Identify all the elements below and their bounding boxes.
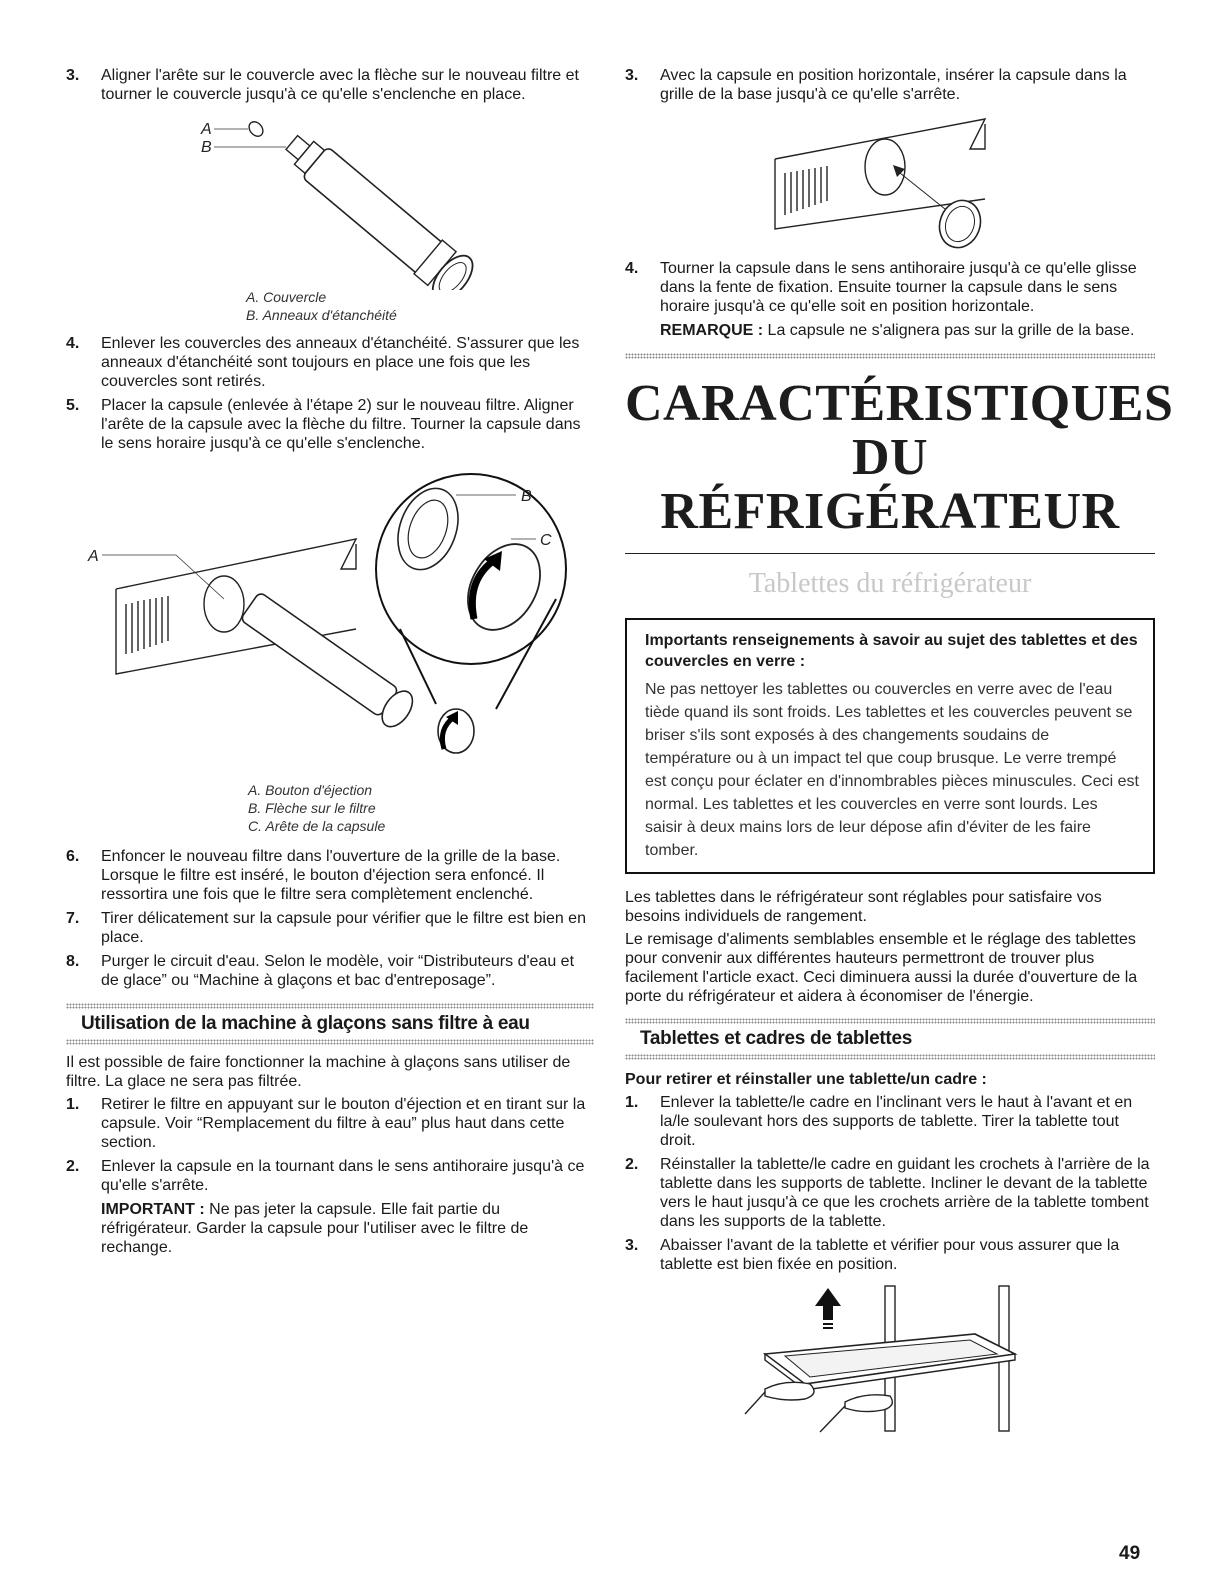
- ghost-section-title: Tablettes du réfrigérateur: [748, 568, 1032, 599]
- page-title-line-1: CARACTÉRISTIQUES DU: [625, 375, 1174, 486]
- caption-arete: C. Arête de la capsule: [248, 818, 386, 834]
- step-5: 5. Placer la capsule (enlevée à l'étape 2) sur le nouveau filtre. Aligner l'arête de la capsule avec la flèche du filtre. Tourner la capsule dans le sens horaire jusqu'à ce qu'elle s'enclenche.: [66, 397, 581, 452]
- shelf-step-2: 2. Réinstaller la tablette/le cadre en guidant les crochets à l'arrière de la tablette dans les supports de tablette. Incliner le devant de la tablette vers le haut jusqu'à ce que les crochets arrière de la tablette tombent dans les supports de la tablette.: [625, 1156, 1150, 1230]
- shelves-para-1: Les tablettes dans le réfrigérateur sont réglables pour satisfaire vos besoins individuels de rangement.: [625, 889, 1102, 925]
- shelves-lead: Pour retirer et réinstaller une tablette/un cadre :: [625, 1071, 987, 1088]
- page-number: 49: [1119, 1543, 1141, 1564]
- label-c: C: [540, 532, 552, 549]
- right-column: [625, 66, 1174, 1434]
- label-b: B: [201, 139, 212, 156]
- filter-insertion-illustration: [66, 459, 594, 835]
- glass-warning-box: [625, 618, 1155, 874]
- shelf-step-3: 3. Abaisser l'avant de la tablette et vérifier pour vous assurer que la tablette est bien fixée en position.: [625, 1237, 1120, 1273]
- filter-cover-drawing: [66, 110, 594, 290]
- page-title-line-2: RÉFRIGÉRATEUR: [660, 483, 1120, 540]
- important-note: IMPORTANT : Ne pas jeter la capsule. Elle fait partie du réfrigérateur. Garder la capsule pour l'utiliser avec le filtre de rechange.: [101, 1201, 529, 1256]
- filter-insertion-drawing: [66, 459, 594, 789]
- step-6: 6. Enfoncer le nouveau filtre dans l'ouverture de la grille de la base. Lorsque le filtre est inséré, le bouton d'éjection sera enfoncé. Il ressortira une fois que le filtre sera complètement enclenché.: [66, 848, 561, 903]
- caption-couvercle: A. Couvercle: [246, 289, 327, 305]
- shelf-removal-drawing: [625, 1284, 1155, 1434]
- left-column: [66, 66, 594, 1262]
- caption-anneaux: B. Anneaux d'étanchéité: [246, 307, 397, 323]
- shelves-para-2: Le remisage d'aliments semblables ensemble et le réglage des tablettes pour convenir aux différentes hauteurs permettront de trouver plus facilement l'article exact. Ceci diminuera aussi la durée d'ouverture de la porte du réfrigérateur et aidera à économiser de l'énergie.: [625, 931, 1138, 1005]
- caption-bouton: A. Bouton d'éjection: [248, 782, 373, 798]
- section-title-no-filter: Utilisation de la machine à glaçons sans filtre à eau: [81, 1013, 530, 1034]
- no-filter-step-3: 3. Avec la capsule en position horizontale, insérer la capsule dans la grille de la base jusqu'à ce qu'elle s'arrête.: [625, 67, 1127, 103]
- warning-title: Importants renseignements à savoir au sujet des tablettes et des couvercles en verre :: [645, 632, 1138, 670]
- warning-body: Ne pas nettoyer les tablettes ou couvercles en verre avec de l'eau tiède quand ils sont froids. Les tablettes et les couvercles peuvent se briser s'ils sont exposés à des changements soudains de température ou à un impact tel que coup brusque. Le verre trempé est conçu pour éclater en d'innombrables pièces minuscules. Ceci est normal. Les tablettes et les couvercles en verre sont lourds. Les saisir à deux mains lors de leur dépose afin d'éviter de les faire tomber.: [645, 681, 1139, 859]
- shelf-removal-illustration: [625, 1284, 1155, 1434]
- step-7: 7. Tirer délicatement sur la capsule pour vérifier que le filtre est bien en place.: [66, 910, 586, 946]
- label-b-2: B: [521, 488, 532, 505]
- step-8: 8. Purger le circuit d'eau. Selon le modèle, voir “Distributeurs d'eau et de glace” ou “Machine à glaçons et bac d'entreposage”.: [66, 953, 575, 989]
- label-a: A: [201, 121, 212, 138]
- no-filter-step-1: 1. Retirer le filtre en appuyant sur le bouton d'éjection et en tirant sur la capsule. Voir “Remplacement du filtre à eau” plus haut dans cette section.: [66, 1096, 586, 1151]
- remark-note: REMARQUE : La capsule ne s'alignera pas sur la grille de la base.: [660, 322, 1135, 339]
- shelf-step-1: 1. Enlever la tablette/le cadre en l'inclinant vers le haut à l'avant et en la/le soulevant hors des supports de tablette. Tirer la tablette tout droit.: [625, 1094, 1133, 1149]
- step-4: 4. Enlever les couvercles des anneaux d'étanchéité. S'assurer que les anneaux d'étanchéité sont toujours en place une fois que les couvercles sont retirés.: [66, 335, 580, 390]
- no-filter-intro: Il est possible de faire fonctionner la machine à glaçons sans utiliser de filtre. La glace ne sera pas filtrée.: [66, 1054, 571, 1090]
- step-3: 3. Aligner l'arête sur le couvercle avec la flèche sur le nouveau filtre et tourner le couvercle jusqu'à ce qu'elle s'enclenche en place.: [66, 67, 579, 103]
- section-title-shelves: Tablettes et cadres de tablettes: [640, 1028, 912, 1049]
- label-a-2: A: [88, 548, 99, 565]
- filter-cover-illustration: [66, 110, 594, 324]
- capsule-grille-illustration: [625, 109, 1155, 259]
- capsule-grille-drawing: [625, 109, 1155, 259]
- no-filter-step-4: 4. Tourner la capsule dans le sens antihoraire jusqu'à ce qu'elle glisse dans la fente de fixation. Ensuite tourner la capsule dans le sens horaire jusqu'à ce qu'elle soit en position horizontale. REMARQUE : La capsule ne s'alignera pas sur la grille de la base.: [625, 259, 1155, 340]
- caption-fleche: B. Flèche sur le filtre: [248, 800, 376, 816]
- no-filter-step-2: 2. Enlever la capsule en la tournant dans le sens antihoraire jusqu'à ce qu'elle s'arrête. IMPORTANT : Ne pas jeter la capsule. Elle fait partie du réfrigérateur. Garder la capsule pour l'utiliser avec le filtre de rechange.: [66, 1157, 594, 1257]
